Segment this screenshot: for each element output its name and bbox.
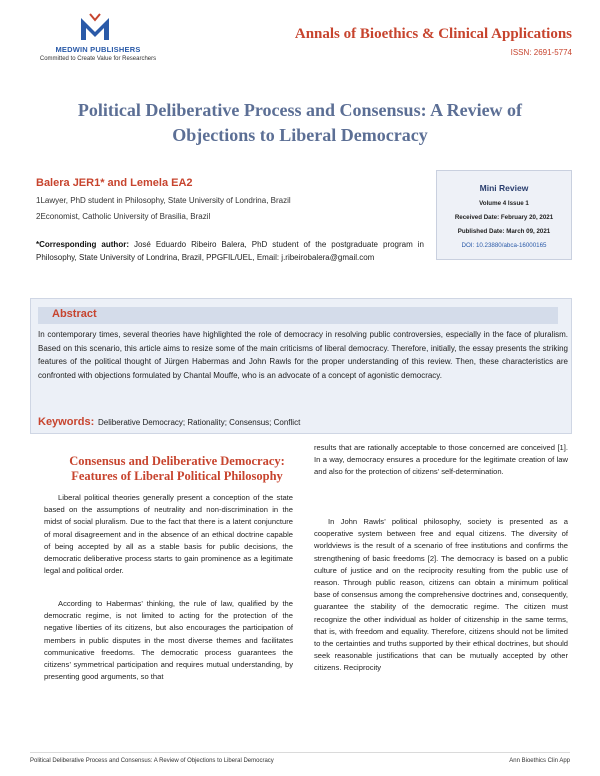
- article-info-box: [436, 170, 572, 260]
- journal-name: Annals of Bioethics & Clinical Applications: [294, 26, 572, 42]
- doi-link[interactable]: DOI: 10.23880/abca-16000165: [461, 242, 547, 249]
- abstract-text: In contemporary times, several theories have highlighted the role of democracy in resolving public controversies, especially in the face of pluralism. Based on this scenario, this article aims to resize some of the main criticisms of liberal democracy. Therefore, initially, the essay presents the striking features of the political thought of Jürgen Habermas and John Rawls for the proper understanding of this review. Then, these characteristics are confronted with objections formulated by Chantal Mouffe, who is an advocate of a concept of agonistic democracy.: [38, 330, 568, 380]
- received-date: Received Date: February 20, 2021: [454, 214, 554, 221]
- corresponding-label: *Corresponding author:: [36, 240, 129, 249]
- volume-issue: Volume 4 Issue 1: [479, 200, 529, 207]
- medwin-logo-icon: [78, 12, 112, 44]
- title-line-2: Objections to Liberal Democracy: [172, 125, 428, 145]
- footer-title: Political Deliberative Process and Consensus: A Review of Objections to Liberal Democracy: [30, 758, 274, 764]
- keywords-label: Keywords:: [38, 416, 95, 428]
- right-paragraph-1: results that are rationally acceptable to those concerned are conceived [1]. In a way, democracy ensures a procedure for the legitimate creation of law and also for the protection of citizens’ self-determination.: [314, 443, 568, 477]
- footer-divider: [30, 752, 570, 753]
- left-paragraph-2: According to Habermas’ thinking, the rule of law, qualified by the democratic regime, is not limited to acting for the protection of the negative liberties of its citizens, but also encourages the participation of members in public disputes in the most diverse themes and facilitates communicative freedoms. The democratic process guarantees the citizens’ symmetrical participation and requires mutual understanding, by presenting good arguments, so that: [44, 599, 293, 682]
- article-type: Mini Review: [479, 183, 529, 193]
- published-date: Published Date: March 09, 2021: [457, 228, 551, 235]
- corresponding-text: José Eduardo Ribeiro Balera, PhD student of the postgraduate program in Philosophy, State University of Londrina, Brazil, PPGFIL/UEL, Email: j.ribeirobalera@gmail.com: [36, 240, 424, 262]
- corresponding-author: [36, 238, 424, 264]
- authors: Balera JER1* and Lemela EA2: [36, 177, 193, 189]
- affiliation-1: 1Lawyer, PhD student in Philosophy, State University of Londrina, Brazil: [36, 196, 291, 205]
- abstract-header-bar: [38, 307, 558, 324]
- page-title: [40, 98, 560, 148]
- right-paragraph-2: In John Rawls’ political philosophy, society is presented as a cooperative system between free and equal citizens. The diversity of worldviews is the result of a scenario of free institutions and confirms the strengthening of basic freedoms [2]. The democracy is based on a public culture of justice and on the reciprocity resulting from the public use of reason. Through public reason, citizens can obtain a minimum political base of consensus among the comprehensive doctrines and, consequently, guarantee the stability of the democratic regime. The citizen must recognize the other individual as holder of citizenship in the same terms, that is, with freedom and equality. Therefore, citizens should not be limited to the certainties and truths supported by their ethical doctrines, but should seek reasonable justifications that can be mutually accepted by other citizens. Reciprocity: [314, 517, 568, 673]
- section-heading-line-2: Features of Liberal Political Philosophy: [71, 469, 283, 483]
- keywords-text: Deliberative Democracy; Rationality; Consensus; Conflict: [98, 418, 301, 427]
- publisher-name: MEDWIN PUBLISHERS: [55, 45, 141, 54]
- section-heading: [66, 454, 288, 484]
- footer-journal-abbrev: Ann Bioethics Clin App: [509, 758, 570, 764]
- abstract-heading: Abstract: [52, 308, 97, 320]
- left-paragraph-1: Liberal political theories generally present a conception of the state based on the assumptions of neutrality and non-discrimination in the midst of social pluralism. Due to the fact that there is a latent conjuncture of moral disagreement and in the absence of an ethical doctrine capable of being accepted by all as a stable basis for public decisions, the democratic deliberative process starts to gain prominence as a legitimate legal and political order.: [44, 493, 293, 576]
- issn: ISSN: 2691-5774: [510, 48, 572, 57]
- title-line-1: Political Deliberative Process and Consensus: A Review of: [77, 100, 523, 120]
- affiliation-2: 2Economist, Catholic University of Brasilia, Brazil: [36, 212, 211, 221]
- section-heading-line-1: Consensus and Deliberative Democracy:: [69, 454, 285, 468]
- publisher-tagline: Committed to Create Value for Researchers: [39, 56, 157, 62]
